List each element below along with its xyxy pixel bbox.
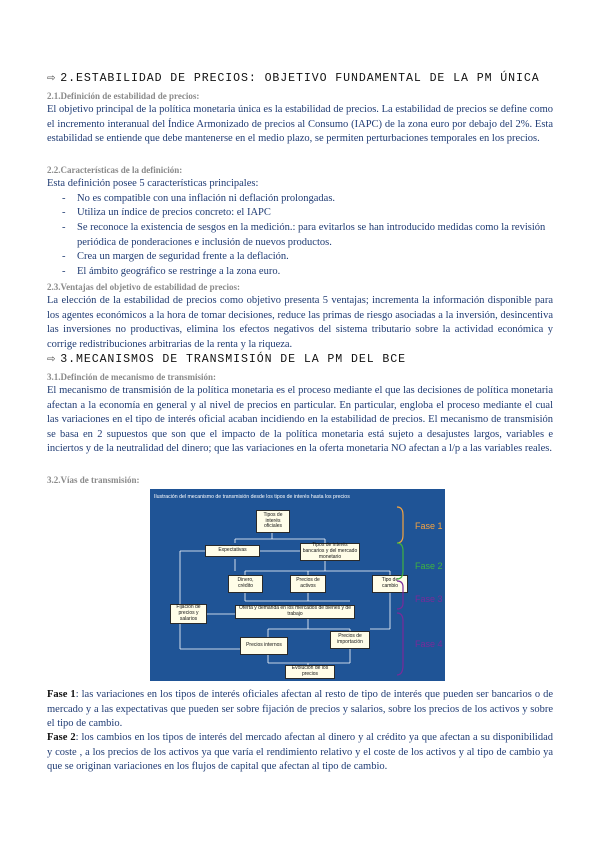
- phase-4-bracket: [397, 613, 403, 675]
- box-precios-activos: Precios de activos: [290, 575, 326, 593]
- subsection-2-2-title: 2.2.Características de la definición:: [47, 165, 183, 175]
- fase-2-label: Fase 2: [47, 732, 76, 743]
- box-precios-internos: Precios internos: [240, 637, 288, 655]
- section-2-heading: [47, 72, 540, 85]
- phase-3-label: Fase 3: [415, 594, 443, 604]
- box-tipos-bancarios: Tipos de interés bancarios y del mercado monetario: [300, 543, 360, 561]
- box-tipo-cambio: Tipo de cambio: [372, 575, 408, 593]
- subsection-2-2-intro: Esta definición posee 5 características principales:: [47, 178, 259, 189]
- list-item: - Se reconoce la existencia de sesgos en la medición.: para evitarlos se han introducido medidas como la revisión periódica de ponderaciones e inclusión de nuevos productos.: [62, 222, 546, 248]
- box-fijacion-precios: Fijación de precios y salarios: [170, 604, 207, 624]
- phase-1-bracket: [397, 507, 403, 543]
- box-tipos-oficiales: Tipos de interés oficiales: [256, 510, 290, 533]
- phase-1-label: Fase 1: [415, 521, 443, 531]
- fase-1-paragraph: Fase 1: las variaciones en los tipos de interés oficiales afectan al resto de tipo de interés que pueden ser bancarios o de mercado y a las expectativas que pueden ser sobre fijación de precios y salarios, sobre los precios de los activos y sobre el tipo de cambio.: [47, 689, 553, 730]
- phase-2-label: Fase 2: [415, 561, 443, 571]
- phase-3-bracket: [397, 581, 403, 609]
- section-2-title: 2.ESTABILIDAD DE PRECIOS: OBJETIVO FUNDAMENTAL DE LA PM ÚNICA: [60, 72, 540, 85]
- subsection-3-1-title: 3.1.Definción de mecanismo de transmisión:: [47, 372, 216, 382]
- section-3-title: 3.MECANISMOS DE TRANSMISIÓN DE LA PM DEL BCE: [60, 353, 407, 366]
- section-3-heading: [47, 353, 406, 366]
- phase-4-label: Fase 4: [415, 639, 443, 649]
- box-evolucion-precios: Evolución de los precios: [285, 665, 335, 679]
- subsection-2-3-text: La elección de la estabilidad de precios como objetivo presenta 5 ventajas; incrementa la información disponible para los agentes económicos a la hora de tomar decisiones, reduce las primas de riesgo asociadas a la inversión, desincentiva las inversiones no productivas, elimina los efectos negativos del sistema tributario sobre la actividad económica y corrige redistribuciones arbitrarias de la renta y la riqueza.: [47, 295, 553, 350]
- list-item: - Utiliza un índice de precios concreto: el IAPC: [62, 207, 271, 218]
- phase-2-bracket: [397, 543, 403, 579]
- fase-2-paragraph: Fase 2: los cambios en los tipos de interés del mercado afectan al dinero y al crédito ya que afectan a su disponibilidad y coste , a los precios de los activos ya que varía el rendimiento relativo y el coste de los activos y al tipo de cambio ya que se originan variaciones en los flujos de capital que afectan al tipo de cambio.: [47, 732, 553, 773]
- subsection-2-1-text: El objetivo principal de la política monetaria única es la estabilidad de precios. La estabilidad de precios se define como el incremento interanual del Índice Armonizado de precios al Consumo (IAPC) de la zona euro por debajo del 2%. Esta estabilidad se entiende que debe mantenerse en el medio plazo, se permiten perturbaciones temporales en los precios.: [47, 104, 553, 145]
- list-item: - El ámbito geográfico se restringe a la zona euro.: [62, 266, 281, 277]
- fase-1-label: Fase 1: [47, 689, 76, 700]
- box-dinero-credito: Dinero, crédito: [228, 575, 263, 593]
- box-oferta-demanda: Oferta y demanda en los mercados de bienes y de trabajo: [235, 605, 355, 619]
- list-item: - Crea un margen de seguridad frente a la deflación.: [62, 251, 289, 262]
- subsection-2-1-title: 2.1.Definición de estabilidad de precios:: [47, 91, 200, 101]
- arrow-icon: ⇨: [47, 73, 57, 84]
- arrow-icon: ⇨: [47, 354, 57, 365]
- subsection-3-2-title: 3.2.Vías de transmisión:: [47, 475, 140, 485]
- subsection-3-1-text: El mecanismo de transmisión de la política monetaria es el proceso mediante el que las decisiones de política monetaria afectan a la economía en general y al nivel de precios en particular. En particular, engloba el proceso mediante el cual las variaciones en el tipo de interés oficial acaban incidiendo en la estabilidad de precios. El mecanismo de transmisión se basa en 2 supuestos que son que el impacto de la política monetaria está sujeto a desajustes largos, variables e inciertos y de la neutralidad del dinero; que las variaciones en la oferta monetaria NO afectan a l/p a las variables reales.: [47, 385, 553, 455]
- box-precios-importacion: Precios de importación: [330, 631, 370, 649]
- box-expectativas: Expectativas: [205, 545, 260, 557]
- figure-title: Ilustración del mecanismo de transmisión desde los tipos de interés hasta los precios: [154, 494, 350, 500]
- list-item: - No es compatible con una inflación ni deflación prolongadas.: [62, 193, 336, 204]
- subsection-2-3-title: 2.3.Ventajas del objetivo de estabilidad de precios:: [47, 282, 241, 292]
